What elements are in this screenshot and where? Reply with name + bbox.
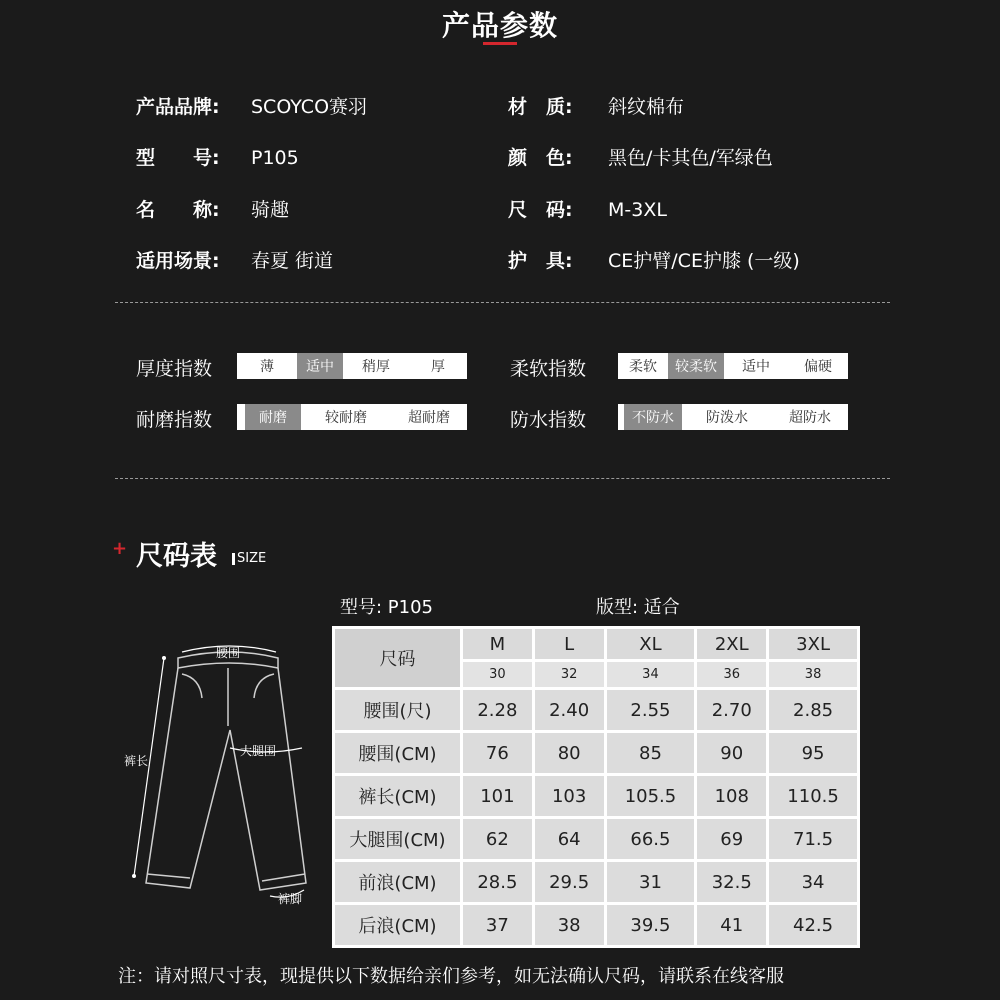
table-size-header: M [462,628,534,661]
index-wear-scale [237,404,467,430]
table-size-code: 36 [696,661,768,689]
table-corner: 尺码 [334,628,462,689]
scale-option: 薄 [260,359,274,375]
scale-option: 防泼水 [706,410,748,426]
pants-outline-icon [120,638,320,908]
scale-option: 偏硬 [804,359,832,375]
title-underline [483,42,517,45]
table-row [334,818,859,861]
table-row-label: 大腿围(CM) [334,818,462,861]
table-size-header: L [533,628,605,661]
scale-option: 适中 [742,359,770,375]
spec-value: 黑色/卡其色/军绿色 [608,147,773,169]
size-fit: 版型: 适合 [596,597,680,618]
table-cell: 90 [696,732,768,775]
size-model: 型号: P105 [340,597,433,618]
spec-value: P105 [251,147,299,169]
scale-option: 较耐磨 [325,410,367,426]
spec-label: 颜 色: [508,147,573,169]
table-cell: 62 [462,818,534,861]
plus-icon: + [112,538,128,559]
spec-scene [136,246,333,273]
spec-material [508,92,684,119]
table-cell: 32.5 [696,861,768,904]
spec-label: 产品品牌: [136,96,220,118]
scale-option-selected: 不防水 [624,404,682,430]
table-row [334,775,859,818]
table-cell: 2.28 [462,689,534,732]
table-cell: 41 [696,904,768,947]
table-cell: 2.85 [768,689,859,732]
table-cell: 2.40 [533,689,605,732]
index-softness-label: 柔软指数 [510,358,587,380]
scale-option: 柔软 [629,359,657,375]
table-cell: 101 [462,775,534,818]
spec-label: 护 具: [508,250,573,272]
scale-option: 厚 [431,359,445,375]
table-row-label: 腰围(CM) [334,732,462,775]
table-row-label: 前浪(CM) [334,861,462,904]
table-row [334,861,859,904]
table-cell: 42.5 [768,904,859,947]
table-cell: 37 [462,904,534,947]
table-cell: 71.5 [768,818,859,861]
spec-label: 尺 码: [508,199,573,221]
table-row-label: 后浪(CM) [334,904,462,947]
table-cell: 76 [462,732,534,775]
footer-note: 注：请对照尺寸表，现提供以下数据给亲们参考，如无法确认尺码，请联系在线客服 [118,966,784,987]
table-cell: 105.5 [605,775,696,818]
spec-label: 适用场景: [136,250,220,272]
size-table [332,626,860,948]
spec-value: CE护臂/CE护膝 (一级) [608,250,800,272]
size-section-subtitle: SIZE [232,553,266,565]
table-row [334,904,859,947]
table-cell: 64 [533,818,605,861]
table-cell: 2.70 [696,689,768,732]
spec-model [136,143,299,170]
spec-size [508,195,667,222]
pants-diagram [120,638,320,908]
table-row-label: 腰围(尺) [334,689,462,732]
table-cell: 29.5 [533,861,605,904]
scale-option: 超耐磨 [408,410,450,426]
table-cell: 103 [533,775,605,818]
diagram-label-length: 裤长 [124,754,149,768]
table-row [334,689,859,732]
spec-value: 春夏 街道 [251,250,334,272]
index-thickness-scale [237,353,467,379]
spec-name [136,195,289,222]
table-cell: 66.5 [605,818,696,861]
table-cell: 31 [605,861,696,904]
page-title: 产品参数 [441,9,558,42]
index-water-label: 防水指数 [510,409,587,431]
table-cell: 95 [768,732,859,775]
table-size-code: 32 [533,661,605,689]
spec-color [508,143,773,170]
spec-value: 斜纹棉布 [608,96,685,118]
table-row-label: 裤长(CM) [334,775,462,818]
table-cell: 85 [605,732,696,775]
index-softness-scale [618,353,848,379]
table-cell: 108 [696,775,768,818]
table-size-code: 34 [605,661,696,689]
spec-value: M-3XL [608,199,667,221]
table-cell: 110.5 [768,775,859,818]
index-thickness-label: 厚度指数 [136,358,213,380]
spec-label: 型 号: [136,147,220,169]
table-cell: 2.55 [605,689,696,732]
diagram-label-thigh: 大腿围 [240,744,277,758]
table-cell: 80 [533,732,605,775]
diagram-label-hem: 裤脚 [278,892,303,906]
scale-option: 超防水 [789,410,831,426]
divider [115,478,890,479]
table-size-header: 2XL [696,628,768,661]
table-cell: 69 [696,818,768,861]
index-water-scale [618,404,848,430]
spec-label: 材 质: [508,96,573,118]
table-row [334,732,859,775]
spec-value: SCOYCO赛羽 [251,96,368,118]
table-cell: 28.5 [462,861,534,904]
table-cell: 34 [768,861,859,904]
table-size-header: XL [605,628,696,661]
scale-option-selected: 适中 [297,353,343,379]
spec-protection [508,246,800,273]
spec-label: 名 称: [136,199,220,221]
divider [115,302,890,303]
spec-brand [136,92,367,119]
table-size-code: 38 [768,661,859,689]
diagram-label-waist: 腰围 [216,646,241,660]
scale-option: 稍厚 [362,359,390,375]
table-size-header: 3XL [768,628,859,661]
scale-option-selected: 耐磨 [245,404,301,430]
table-cell: 38 [533,904,605,947]
scale-option-selected: 较柔软 [668,353,724,379]
index-wear-label: 耐磨指数 [136,409,213,431]
spec-value: 骑趣 [251,199,290,221]
table-cell: 39.5 [605,904,696,947]
size-section-title: 尺码表 [136,541,217,572]
table-size-code: 30 [462,661,534,689]
